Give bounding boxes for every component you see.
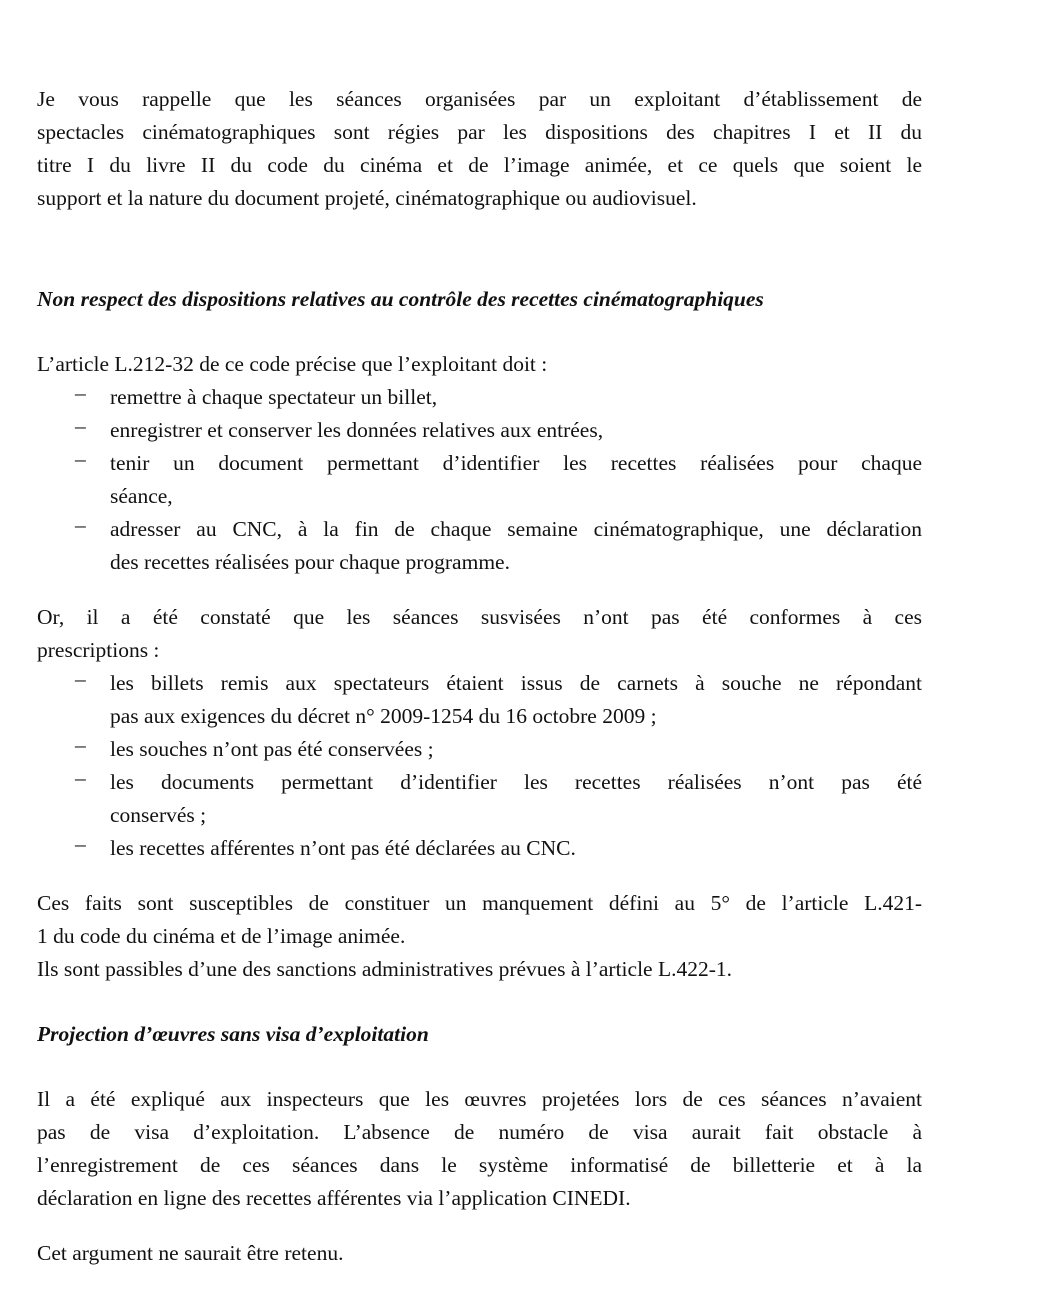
text-line: titre I du livre II du code du cinéma et de l’image animée, et ce quels que soient le [37,153,922,177]
text-line: pas de visa d’exploitation. L’absence de numéro de visa aurait fait obstacle à [37,1120,922,1144]
text-line: des recettes réalisées pour chaque programme. [110,550,510,574]
text-line: les recettes afférentes n’ont pas été déclarées au CNC. [110,836,576,860]
text-line: spectacles cinématographiques sont régies par les dispositions des chapitres I et II du [37,120,922,144]
section-heading-receipts: Non respect des dispositions relatives au contrôle des recettes cinématographiques [37,287,764,311]
dash-bullet-icon: – [75,733,86,757]
text-line: déclaration en ligne des recettes afférentes via l’application CINEDI. [37,1186,631,1210]
list-item [37,766,922,832]
list-item [37,667,922,733]
text-line: tenir un document permettant d’identifier les recettes réalisées pour chaque [110,451,922,475]
text-line: pas aux exigences du décret n° 2009-1254 du 16 octobre 2009 ; [110,704,657,728]
text-line: prescriptions : [37,638,160,662]
conclusion-text: Cet argument ne saurait être retenu. [37,1241,344,1265]
list-item [37,447,922,513]
text-line: Or, il a été constaté que les séances susvisées n’ont pas été conformes à ces [37,605,922,629]
dash-bullet-icon: – [75,414,86,438]
text-line: les billets remis aux spectateurs étaient issus de carnets à souche ne répondant [110,671,922,695]
list-item [37,832,922,865]
text-line: Il a été expliqué aux inspecteurs que les œuvres projetées lors de ces séances n’avaient [37,1087,922,1111]
text-line: les souches n’ont pas été conservées ; [110,737,434,761]
text-line: remettre à chaque spectateur un billet, [110,385,438,409]
paragraph-visa [37,1083,922,1215]
obligations-list [37,381,922,579]
dash-bullet-icon: – [75,832,86,856]
text-line: enregistrer et conserver les données relatives aux entrées, [110,418,604,442]
dash-bullet-icon: – [75,667,86,691]
text-line: séance, [110,484,173,508]
list-item [37,414,922,447]
text-line: adresser au CNC, à la fin de chaque semaine cinématographique, une déclaration [110,517,922,541]
text-line: support et la nature du document projeté, cinématographique ou audiovisuel. [37,186,697,210]
text-line: conservés ; [110,803,207,827]
list-item [37,513,922,579]
dash-bullet-icon: – [75,447,86,471]
section-heading-visa: Projection d’œuvres sans visa d’exploitation [37,1022,429,1046]
dash-bullet-icon: – [75,513,86,537]
text-line: 1 du code du cinéma et de l’image animée. [37,924,406,948]
dash-bullet-icon: – [75,381,86,405]
list-item [37,381,922,414]
text-line: Ils sont passibles d’une des sanctions administratives prévues à l’article L.422-1. [37,957,733,981]
dash-bullet-icon: – [75,766,86,790]
list-item [37,733,922,766]
paragraph-reminder [37,83,922,215]
text-line: l’enregistrement de ces séances dans le système informatisé de billetterie et à la [37,1153,922,1177]
text-line: les documents permettant d’identifier les recettes réalisées n’ont pas été [110,770,922,794]
document-page [37,83,922,1270]
paragraph-sanctions [37,887,922,986]
text-line: Ces faits sont susceptibles de constituer un manquement défini au 5° de l’article L.421- [37,891,922,915]
text-line: L’article L.212-32 de ce code précise que l’exploitant doit : [37,352,548,376]
findings-list [37,667,922,865]
text-line: Je vous rappelle que les séances organisées par un exploitant d’établissement de [37,87,922,111]
